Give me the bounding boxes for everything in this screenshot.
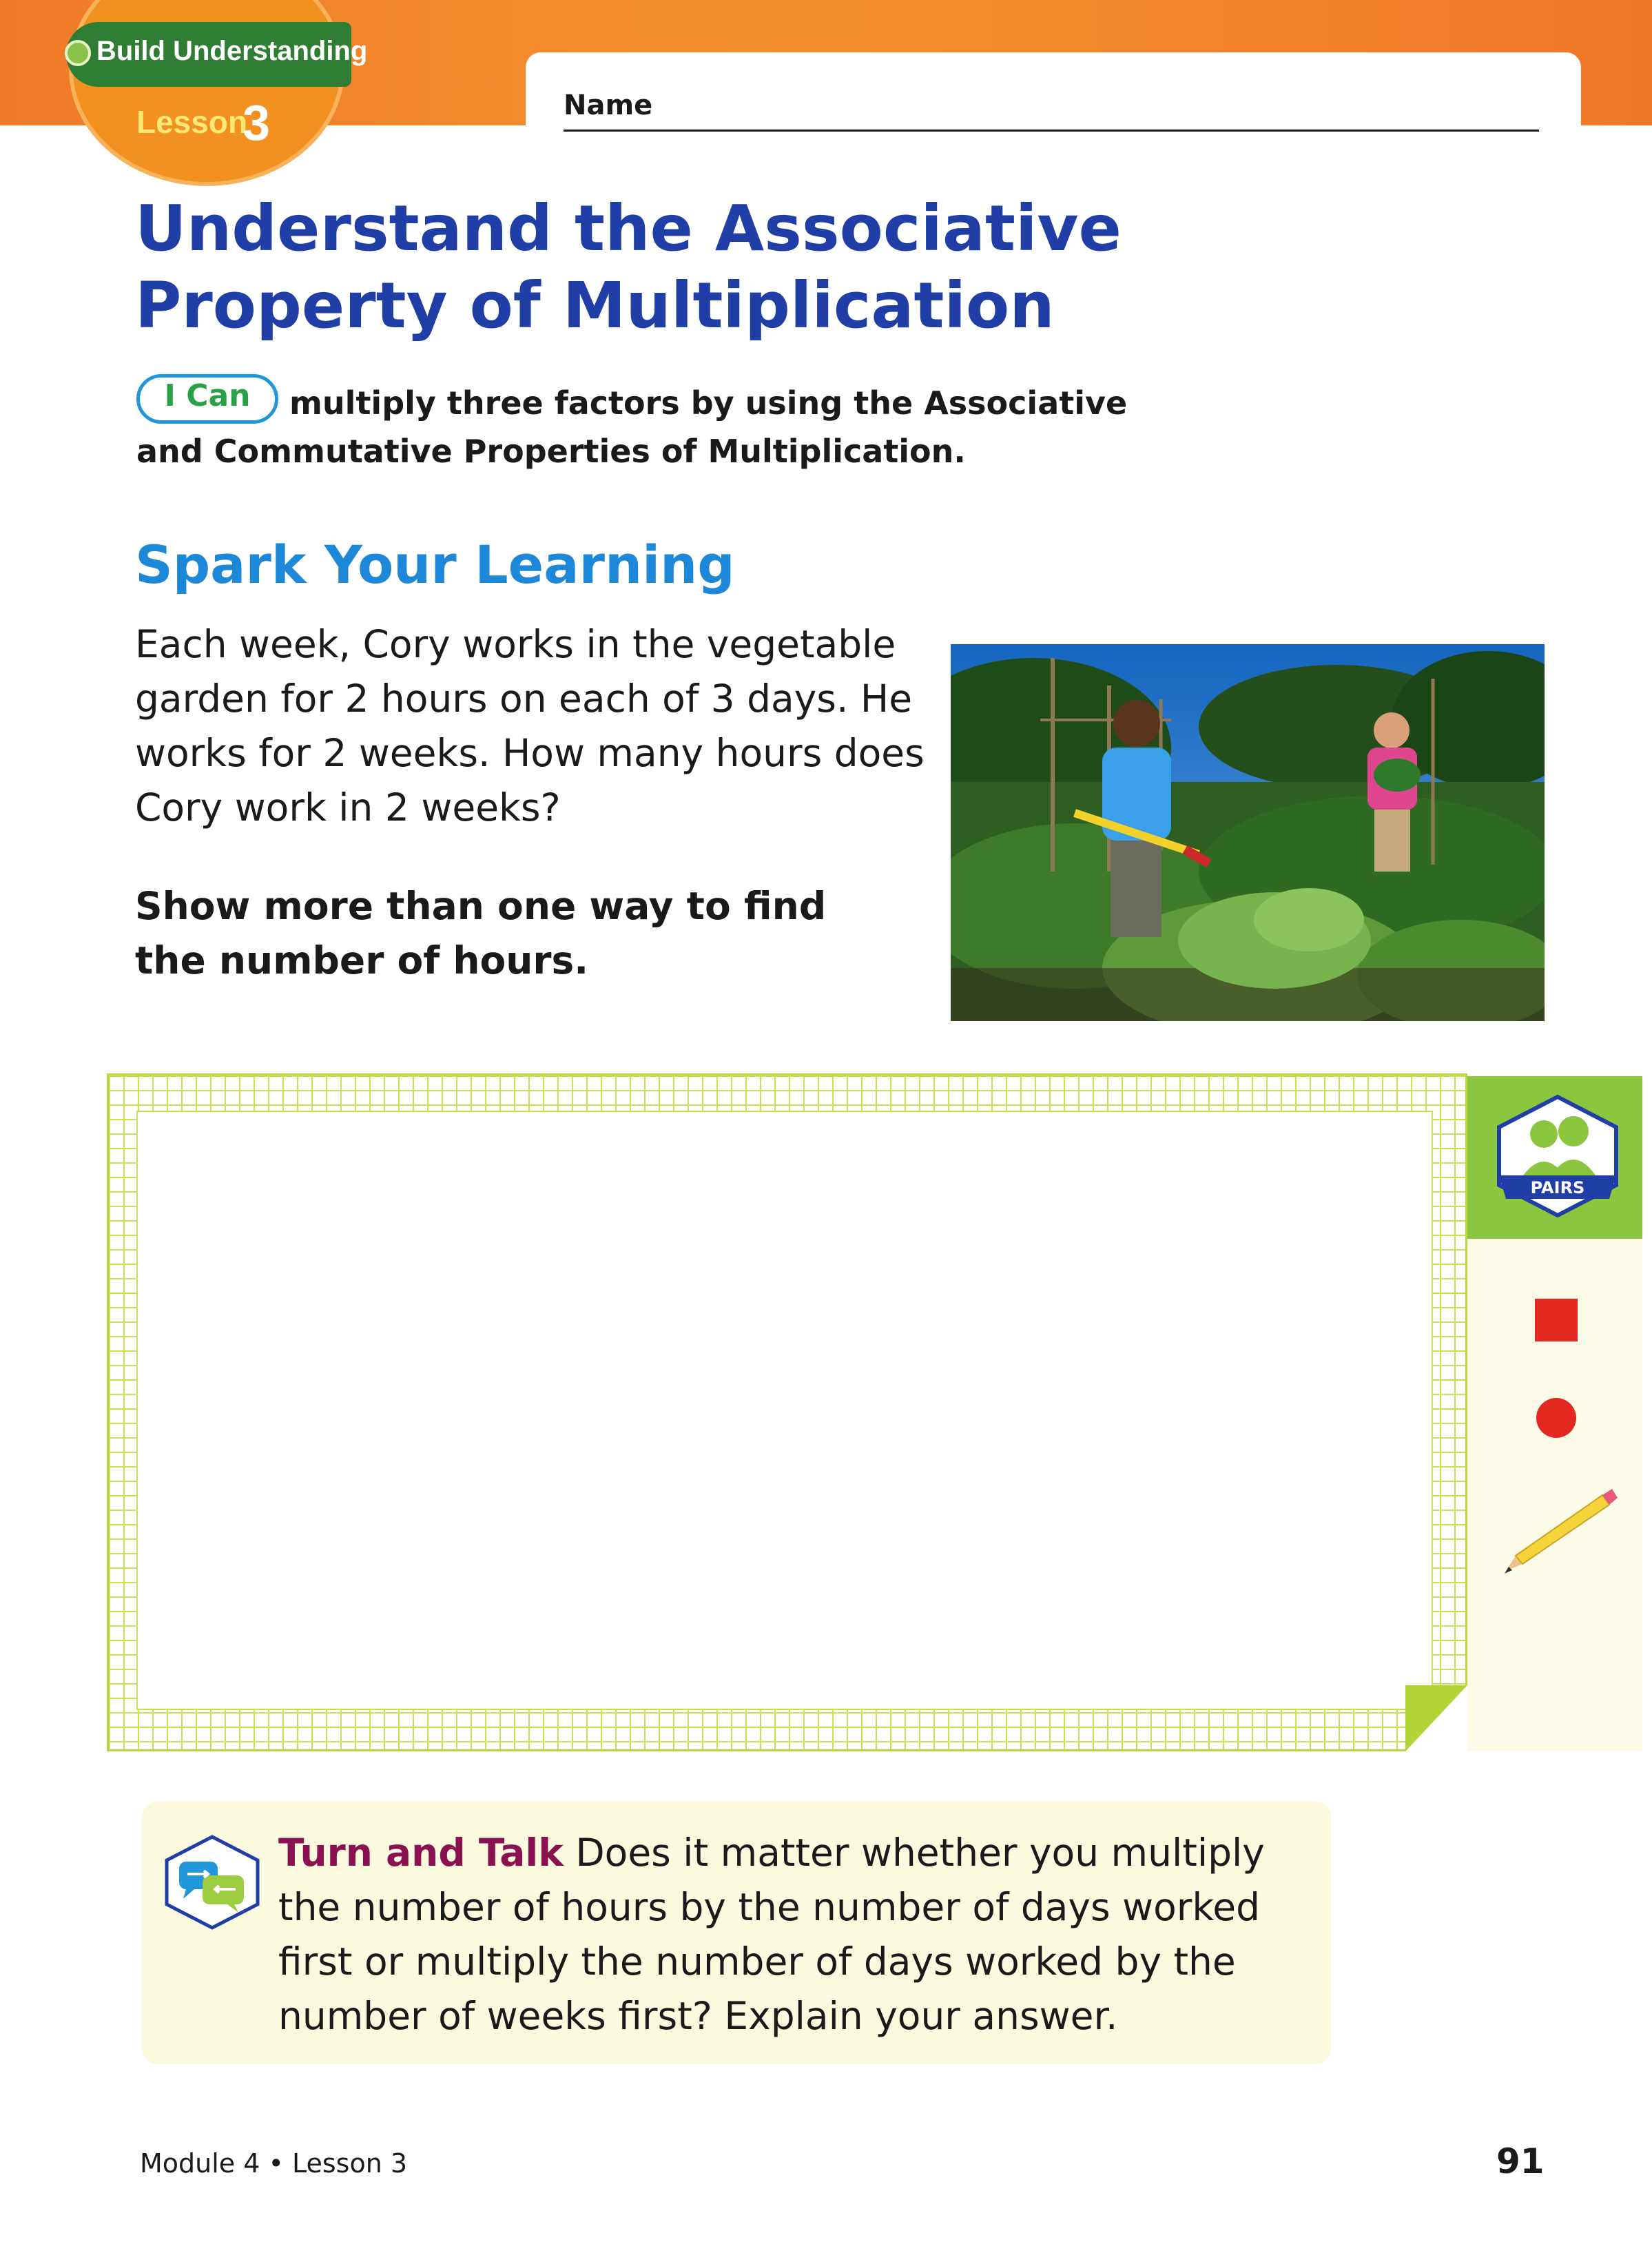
pencil-tool-icon[interactable] bbox=[1499, 1488, 1620, 1576]
lesson-title: Understand the Associative Property of Multiplication bbox=[135, 192, 1122, 342]
pairs-label: PAIRS bbox=[1530, 1178, 1585, 1197]
page-curl-icon bbox=[1405, 1685, 1467, 1751]
badge-dot-icon bbox=[65, 40, 91, 66]
instruction-text: Show more than one way to find the number of hours. bbox=[135, 884, 827, 982]
name-label: Name bbox=[564, 90, 653, 121]
footer-module-lesson: Module 4 • Lesson 3 bbox=[140, 2148, 408, 2179]
work-space[interactable] bbox=[136, 1111, 1433, 1710]
problem-text: Each week, Cory works in the vegetable garden for 2 hours on each of 3 days. He works for 2 weeks. How many hours does Cory work in 2 weeks? bbox=[135, 622, 925, 830]
lesson-number: 3 bbox=[242, 96, 271, 151]
spark-heading: Spark Your Learning bbox=[135, 534, 735, 595]
name-line[interactable] bbox=[564, 130, 1539, 132]
i-can-label: I Can bbox=[164, 378, 251, 413]
turn-and-talk-text bbox=[278, 1826, 1312, 2044]
turn-and-talk-heading: Turn and Talk bbox=[278, 1831, 564, 1875]
page-number: 91 bbox=[1496, 2141, 1545, 2181]
lesson-word: Lesson bbox=[136, 104, 248, 140]
circle-tool-icon[interactable] bbox=[1536, 1398, 1576, 1438]
pairs-icon bbox=[1492, 1094, 1623, 1218]
turn-and-talk-prompt: Does it matter whether you multiply the number of hours by the number of days worked first or multiply the number of days worked by the number of weeks first? Explain your answer. bbox=[278, 1831, 1265, 2038]
square-tool-icon[interactable] bbox=[1535, 1299, 1578, 1341]
garden-photo bbox=[951, 644, 1545, 1021]
i-can-statement: multiply three factors by using the Associative and Commutative Properties of Multiplication. bbox=[136, 384, 1128, 470]
turn-and-talk-icon bbox=[163, 1834, 262, 1931]
build-understanding-label: Build Understanding bbox=[96, 36, 368, 66]
